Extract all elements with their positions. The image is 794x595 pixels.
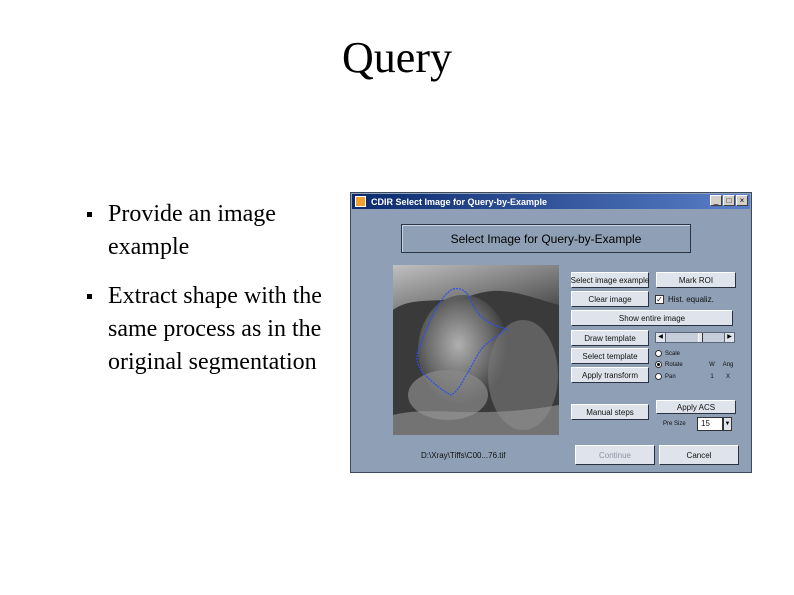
- radio-label: Pan: [665, 373, 676, 380]
- hist-equalize-label: Hist. equaliz.: [668, 294, 714, 304]
- bullet-text: Extract shape with the same process as in the original segmentation: [108, 283, 322, 375]
- image-path: D:\Xray\Tiffs\C00...76.tif: [421, 451, 506, 460]
- manual-steps-button[interactable]: Manual steps: [571, 404, 649, 420]
- window-controls: [710, 195, 748, 206]
- select-template-button[interactable]: Select template: [571, 348, 649, 364]
- radio-scale[interactable]: [655, 348, 735, 359]
- bullet-square-icon: [87, 294, 92, 299]
- radio-value: W: [709, 361, 715, 368]
- checkbox-check-icon[interactable]: ✓: [656, 294, 663, 304]
- pre-size-field[interactable]: 15: [697, 417, 723, 431]
- select-image-example-button[interactable]: Select image example: [571, 272, 649, 288]
- parameter-slider[interactable]: [655, 332, 735, 343]
- radio-rotate[interactable]: [655, 359, 735, 370]
- xray-image[interactable]: [393, 265, 559, 435]
- clear-image-button[interactable]: Clear image: [571, 291, 649, 307]
- apply-acs-button[interactable]: Apply ACS: [656, 400, 736, 414]
- maximize-icon[interactable]: □: [723, 195, 735, 206]
- radio-value: Ang: [722, 361, 734, 368]
- radio-pan[interactable]: [655, 371, 735, 382]
- spinner-icon[interactable]: ▼: [723, 417, 732, 431]
- matlab-app-icon: [355, 196, 366, 207]
- window-titlebar[interactable]: [352, 194, 750, 209]
- slide-title: Query: [342, 33, 452, 82]
- slider-left-arrow-icon[interactable]: ◀: [656, 333, 666, 342]
- radio-button[interactable]: [655, 350, 662, 357]
- bullet-square-icon: [87, 212, 92, 217]
- hist-equalize-checkbox[interactable]: [655, 292, 739, 306]
- radio-label: Scale: [665, 350, 681, 357]
- cancel-button[interactable]: Cancel: [659, 445, 739, 465]
- continue-button[interactable]: Continue: [575, 445, 655, 465]
- bullet-text: Provide an image example: [108, 201, 276, 260]
- apply-transform-button[interactable]: Apply transform: [571, 367, 649, 383]
- close-icon[interactable]: ×: [736, 195, 748, 206]
- slider-right-arrow-icon[interactable]: ▶: [724, 333, 734, 342]
- radio-value: 1: [710, 373, 714, 380]
- radio-button[interactable]: [655, 361, 662, 368]
- minimize-icon[interactable]: _: [710, 195, 722, 206]
- slider-thumb[interactable]: [698, 333, 703, 342]
- pre-size-label: Pre Size: [663, 421, 686, 427]
- bullet-list: [84, 198, 344, 395]
- bullet-item: [84, 280, 344, 379]
- mark-roi-button[interactable]: Mark ROI: [656, 272, 736, 288]
- query-window: [350, 192, 752, 473]
- radio-button[interactable]: [655, 373, 662, 380]
- draw-template-button[interactable]: Draw template: [571, 330, 649, 346]
- show-entire-image-button[interactable]: Show entire image: [571, 310, 733, 326]
- radio-value: X: [725, 373, 730, 380]
- bullet-item: [84, 198, 344, 264]
- dialog-header: Select Image for Query-by-Example: [401, 224, 691, 253]
- window-title: CDIR Select Image for Query-by-Example: [371, 196, 548, 207]
- xray-image-graphic: [393, 265, 559, 435]
- radio-label: Rotate: [665, 361, 683, 368]
